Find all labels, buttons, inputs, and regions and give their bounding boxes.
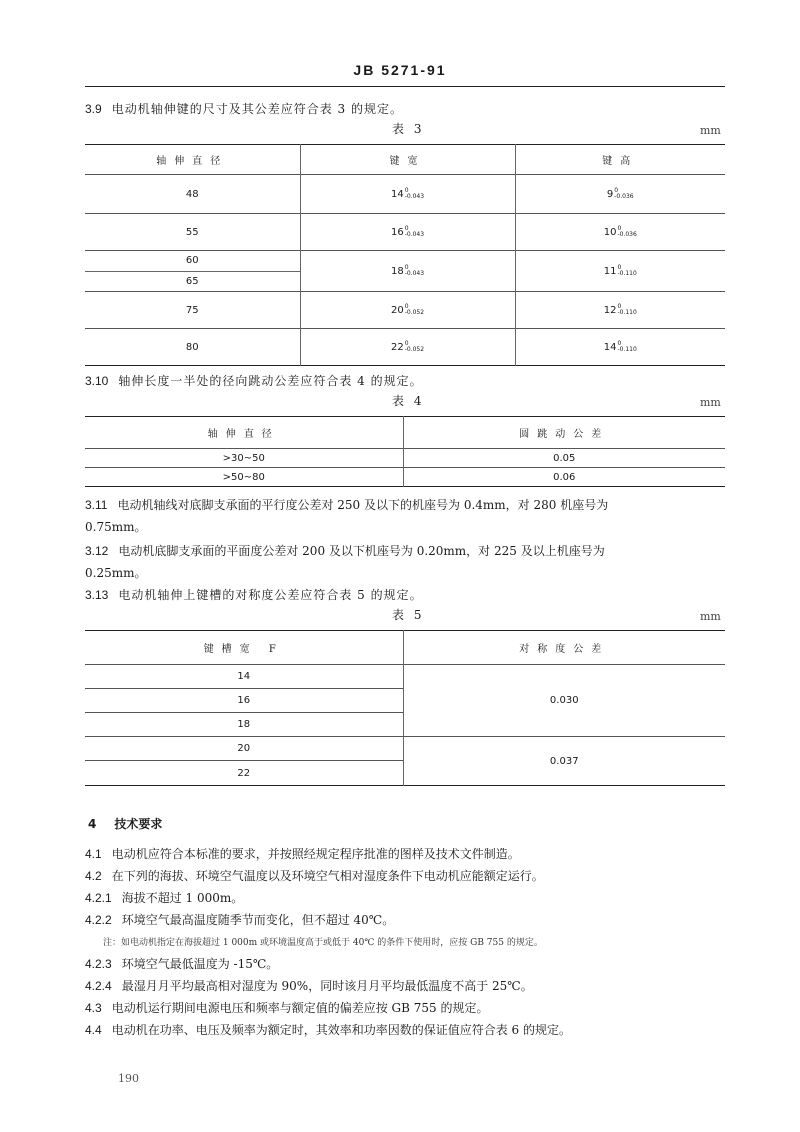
- lower-tol: -0.036: [617, 231, 637, 238]
- header-shaft-diameter: 轴伸直径: [156, 156, 229, 167]
- clause-4-2-4: [85, 977, 533, 994]
- clause-text: 电动机在功率、电压及频率为额定时，其效率和功率因数的保证值应符合表 6 的规定。: [111, 1023, 571, 1037]
- shaft-diameter: 80: [185, 341, 199, 353]
- clause-3-11: [85, 496, 608, 513]
- upper-tol: 0: [404, 187, 409, 194]
- table-row: [85, 251, 725, 292]
- symmetry-tolerance: 0.037: [403, 737, 725, 786]
- clause-text: 环境空气最低温度为 -15℃。: [121, 957, 279, 971]
- lower-tol: -0.052: [404, 346, 425, 353]
- clause-4-2-2: [85, 911, 394, 928]
- table-row: [85, 329, 725, 366]
- clause-3-12: [85, 542, 605, 559]
- table3-unit: mm: [700, 124, 721, 137]
- clause-text: 电动机底脚支承面的平面度公差对 200 及以下机座号为 0.20mm，对 225 及以上机座号为: [118, 544, 605, 558]
- keyway-width: 14: [237, 671, 251, 682]
- key-width-value: 16: [390, 227, 404, 238]
- key-width-value: 20: [390, 305, 404, 316]
- header-shaft-diameter: 轴伸直径: [207, 429, 280, 440]
- key-width: [300, 251, 515, 292]
- key-width-value: 18: [390, 266, 404, 277]
- upper-tol: 0: [617, 303, 622, 310]
- upper-tol: 0: [404, 225, 409, 232]
- key-height-value: 10: [603, 227, 617, 238]
- clause-3-12-cont: 0.25mm。: [85, 566, 147, 580]
- clause-number: 3.12: [85, 544, 109, 558]
- table-5: [85, 630, 725, 786]
- upper-tol: 0: [617, 225, 622, 232]
- upper-tol: 0: [617, 264, 622, 271]
- upper-tol: 0: [404, 264, 409, 271]
- section-4-heading: [88, 815, 162, 832]
- key-height-value: 11: [603, 266, 617, 277]
- table5-unit: mm: [700, 610, 721, 623]
- upper-tol: 0: [614, 187, 619, 194]
- keyway-width: 18: [237, 719, 251, 730]
- clause-text: 海拔不超过 1 000m。: [121, 891, 244, 905]
- table4-caption: 表 4: [392, 394, 425, 408]
- clause-4-1: [85, 845, 520, 862]
- symmetry-tolerance: 0.030: [403, 665, 725, 737]
- lower-tol: -0.043: [404, 231, 425, 238]
- lower-tol: -0.110: [617, 270, 637, 277]
- clause-number: 3.9: [85, 102, 102, 116]
- standard-code: JB 5271-91: [353, 62, 447, 78]
- key-height: [515, 214, 725, 251]
- lower-tol: -0.052: [404, 309, 425, 316]
- shaft-diameter: 60: [85, 251, 300, 272]
- clause-number: 4.1: [85, 847, 102, 861]
- key-width-value: 22: [390, 342, 404, 353]
- section-title: 技术要求: [114, 817, 163, 831]
- lower-tol: -0.043: [404, 270, 425, 277]
- shaft-diameter: 48: [185, 188, 199, 200]
- section-number: 4: [88, 817, 97, 831]
- upper-tol: 0: [404, 340, 409, 347]
- clause-text: 电动机轴伸键的尺寸及其公差应符合表 3 的规定。: [111, 102, 403, 116]
- clause-4-2: [85, 867, 544, 884]
- table5-caption: 表 5: [392, 608, 425, 622]
- table-row: [85, 292, 725, 329]
- table-header-row: [85, 417, 725, 449]
- key-width: [300, 214, 515, 251]
- clause-text: 电动机应符合本标准的要求，并按照经规定程序批准的图样及技术文件制造。: [111, 847, 520, 861]
- clause-text: 轴伸长度一半处的径向跳动公差应符合表 4 的规定。: [118, 374, 423, 388]
- clause-text: 最湿月月平均最高相对湿度为 90%，同时该月月平均最低温度不高于 25℃。: [121, 979, 533, 993]
- clause-number: 3.13: [85, 588, 109, 602]
- table-row: [85, 175, 725, 214]
- key-height-value: 9: [606, 189, 614, 200]
- table-header-row: [85, 145, 725, 175]
- shaft-diameter: 75: [185, 304, 199, 316]
- header-key-width: 键宽: [300, 145, 515, 175]
- clause-number: 4.2.4: [85, 979, 112, 993]
- key-width: [300, 175, 515, 214]
- clause-text: 电动机轴线对底脚支承面的平行度公差对 250 及以下的机座号为 0.4mm，对 280 机座号为: [117, 498, 609, 512]
- clause-number: 4.4: [85, 1023, 102, 1037]
- table-header-row: [85, 631, 725, 665]
- clause-3-11-cont: 0.75mm。: [85, 520, 147, 534]
- key-width-value: 14: [390, 189, 404, 200]
- key-width: [300, 329, 515, 366]
- keyway-width: 16: [237, 695, 251, 706]
- keyway-width: 22: [237, 767, 251, 779]
- clause-text: 电动机运行期间电源电压和频率与额定值的偏差应按 GB 755 的规定。: [111, 1001, 489, 1015]
- note: 注：如电动机指定在海拔超过 1 000m 或环境温度高于或低于 40℃ 的条件下使用时，应按 GB 755 的规定。: [103, 938, 543, 948]
- key-height: [515, 175, 725, 214]
- clause-number: 3.11: [85, 498, 108, 512]
- clause-number: 4.2.3: [85, 957, 112, 971]
- header-rule: [85, 86, 725, 87]
- lower-tol: -0.110: [617, 346, 637, 353]
- lower-tol: -0.043: [404, 193, 425, 200]
- key-height-value: 12: [603, 305, 617, 316]
- keyway-width: 20: [237, 743, 251, 754]
- shaft-diameter-range: >50~80: [222, 471, 265, 483]
- upper-tol: 0: [617, 340, 622, 347]
- shaft-diameter-range: >30~50: [222, 452, 265, 464]
- shaft-diameter: 55: [185, 226, 199, 238]
- key-height: [515, 329, 725, 366]
- upper-tol: 0: [404, 303, 409, 310]
- lower-tol: -0.110: [617, 309, 637, 316]
- clause-4-2-1: [85, 889, 243, 906]
- header-runout-tolerance: 圆跳动公差: [403, 417, 725, 449]
- table-row: [85, 449, 725, 468]
- header-symmetry-tolerance: 对称度公差: [403, 631, 725, 665]
- key-height-value: 14: [603, 342, 617, 353]
- clause-3-9: [85, 100, 403, 117]
- shaft-diameter-pair: [85, 251, 300, 292]
- clause-4-2-3: [85, 955, 278, 972]
- clause-number: 4.2.2: [85, 913, 112, 927]
- clause-3-13: [85, 586, 423, 603]
- clause-text: 电动机轴伸上键槽的对称度公差应符合表 5 的规定。: [118, 588, 423, 602]
- clause-number: 4.2.1: [85, 891, 112, 905]
- clause-4-4: [85, 1021, 571, 1038]
- clause-number: 3.10: [85, 374, 109, 388]
- table3-caption: 表 3: [392, 122, 425, 136]
- table-row: [85, 737, 725, 761]
- header-keyway-width: 键槽宽 F: [203, 644, 284, 655]
- lower-tol: -0.036: [614, 193, 634, 200]
- runout-tolerance: 0.06: [403, 468, 725, 487]
- runout-tolerance: 0.05: [403, 449, 725, 468]
- clause-text: 在下列的海拔、环境空气温度以及环境空气相对湿度条件下电动机应能额定运行。: [111, 869, 544, 883]
- clause-number: 4.2: [85, 869, 102, 883]
- clause-text: 环境空气最高温度随季节而变化，但不超过 40℃。: [121, 913, 395, 927]
- page-number: 190: [118, 1072, 139, 1085]
- shaft-diameter: 65: [185, 276, 199, 287]
- header-key-height: 键高: [515, 145, 725, 175]
- clause-4-3: [85, 999, 488, 1016]
- table-row: [85, 665, 725, 689]
- table-row: [85, 214, 725, 251]
- key-width: [300, 292, 515, 329]
- table4-unit: mm: [700, 396, 721, 409]
- key-height: [515, 292, 725, 329]
- clause-3-10: [85, 372, 423, 389]
- table-row: [85, 468, 725, 487]
- key-height: [515, 251, 725, 292]
- table-3: [85, 144, 725, 366]
- table-4: [85, 416, 725, 487]
- clause-number: 4.3: [85, 1001, 102, 1015]
